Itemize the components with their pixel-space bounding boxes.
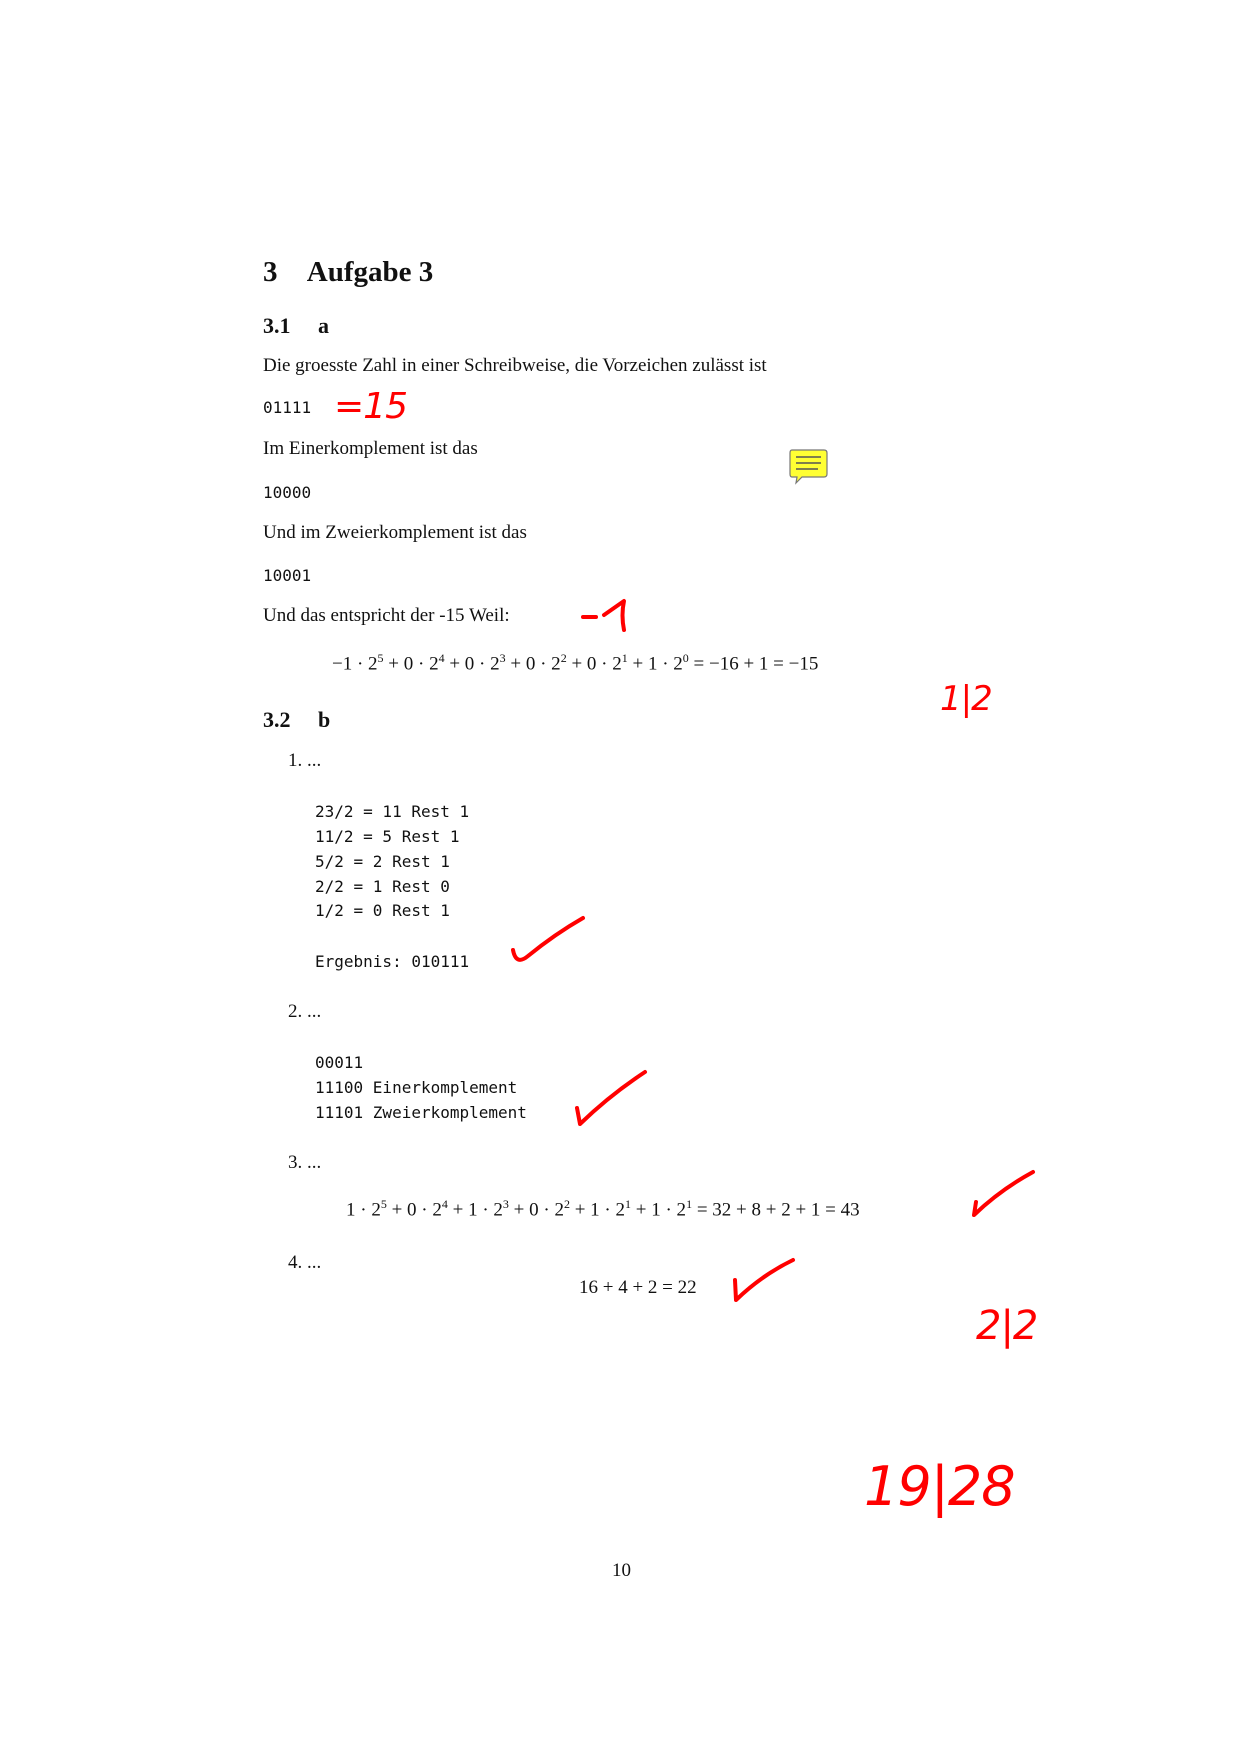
code-line: 10000 <box>263 483 312 502</box>
checkmark-icon <box>513 918 583 960</box>
code-line: 23/2 = 11 Rest 1 <box>315 802 470 821</box>
equation: $1 \cdot 2^5 + 0 \cdot 2^4 + 1 \cdot 2^3 + 0 \cdot 2^2 + 1 \cdot 2^1 + 1 \cdot 2^1 = 32 + 8 + 2 + 1 = 43$ <box>346 1197 860 1221</box>
paragraph: Im Einerkomplement ist das <box>263 438 478 459</box>
code-line: 11101 Zweierkomplement <box>315 1103 527 1122</box>
subsection-number: 3.1 <box>263 313 291 338</box>
section-title: Aufgabe 3 <box>306 256 434 288</box>
annotation-total-19-of-28: 19|28 <box>864 1455 1015 1518</box>
subsection-number: 3.2 <box>263 707 291 732</box>
annotation-score-2-of-2: 2|2 <box>976 1303 1038 1349</box>
code-line: 2/2 = 1 Rest 0 <box>315 877 450 896</box>
list-item: 2. ... <box>288 1001 322 1022</box>
paragraph: Und das entspricht der -15 Weil: <box>263 605 510 626</box>
code-line: 1/2 = 0 Rest 1 <box>315 901 450 920</box>
checkmark-icon <box>577 1072 645 1124</box>
annotation-minus-1 <box>583 601 624 630</box>
page-number: 10 <box>612 1560 631 1581</box>
code-line: 01111 <box>263 398 312 417</box>
checkmark-icon <box>974 1172 1033 1215</box>
annotation-equals-15: =15 <box>334 386 407 427</box>
section-number: 3 <box>263 256 278 288</box>
equation: 16 + 4 + 2 = 22 <box>579 1277 697 1298</box>
list-item: 3. ... <box>288 1152 322 1173</box>
paragraph: Die groesste Zahl in einer Schreibweise, die Vorzeichen zulässt ist <box>263 355 767 376</box>
subsection-title: b <box>318 707 331 732</box>
code-line: 10001 <box>263 566 312 585</box>
checkmark-icon <box>735 1260 793 1300</box>
code-line: Ergebnis: 010111 <box>315 952 470 971</box>
code-line: 11100 Einerkomplement <box>315 1078 518 1097</box>
list-item: 1. ... <box>288 750 322 771</box>
equation: $-1 \cdot 2^5 + 0 \cdot 2^4 + 0 \cdot 2^3 + 0 \cdot 2^2 + 0 \cdot 2^1 + 1 \cdot 2^0 = -16 + 1 = -15$ <box>332 651 819 675</box>
code-line: 11/2 = 5 Rest 1 <box>315 827 460 846</box>
code-line: 5/2 = 2 Rest 1 <box>315 852 450 871</box>
code-line: 00011 <box>315 1053 364 1072</box>
annotation-score-1-of-2: 1|2 <box>940 679 992 719</box>
subsection-title: a <box>318 313 329 338</box>
paragraph: Und im Zweierkomplement ist das <box>263 522 527 543</box>
list-item: 4. ... <box>288 1252 322 1273</box>
